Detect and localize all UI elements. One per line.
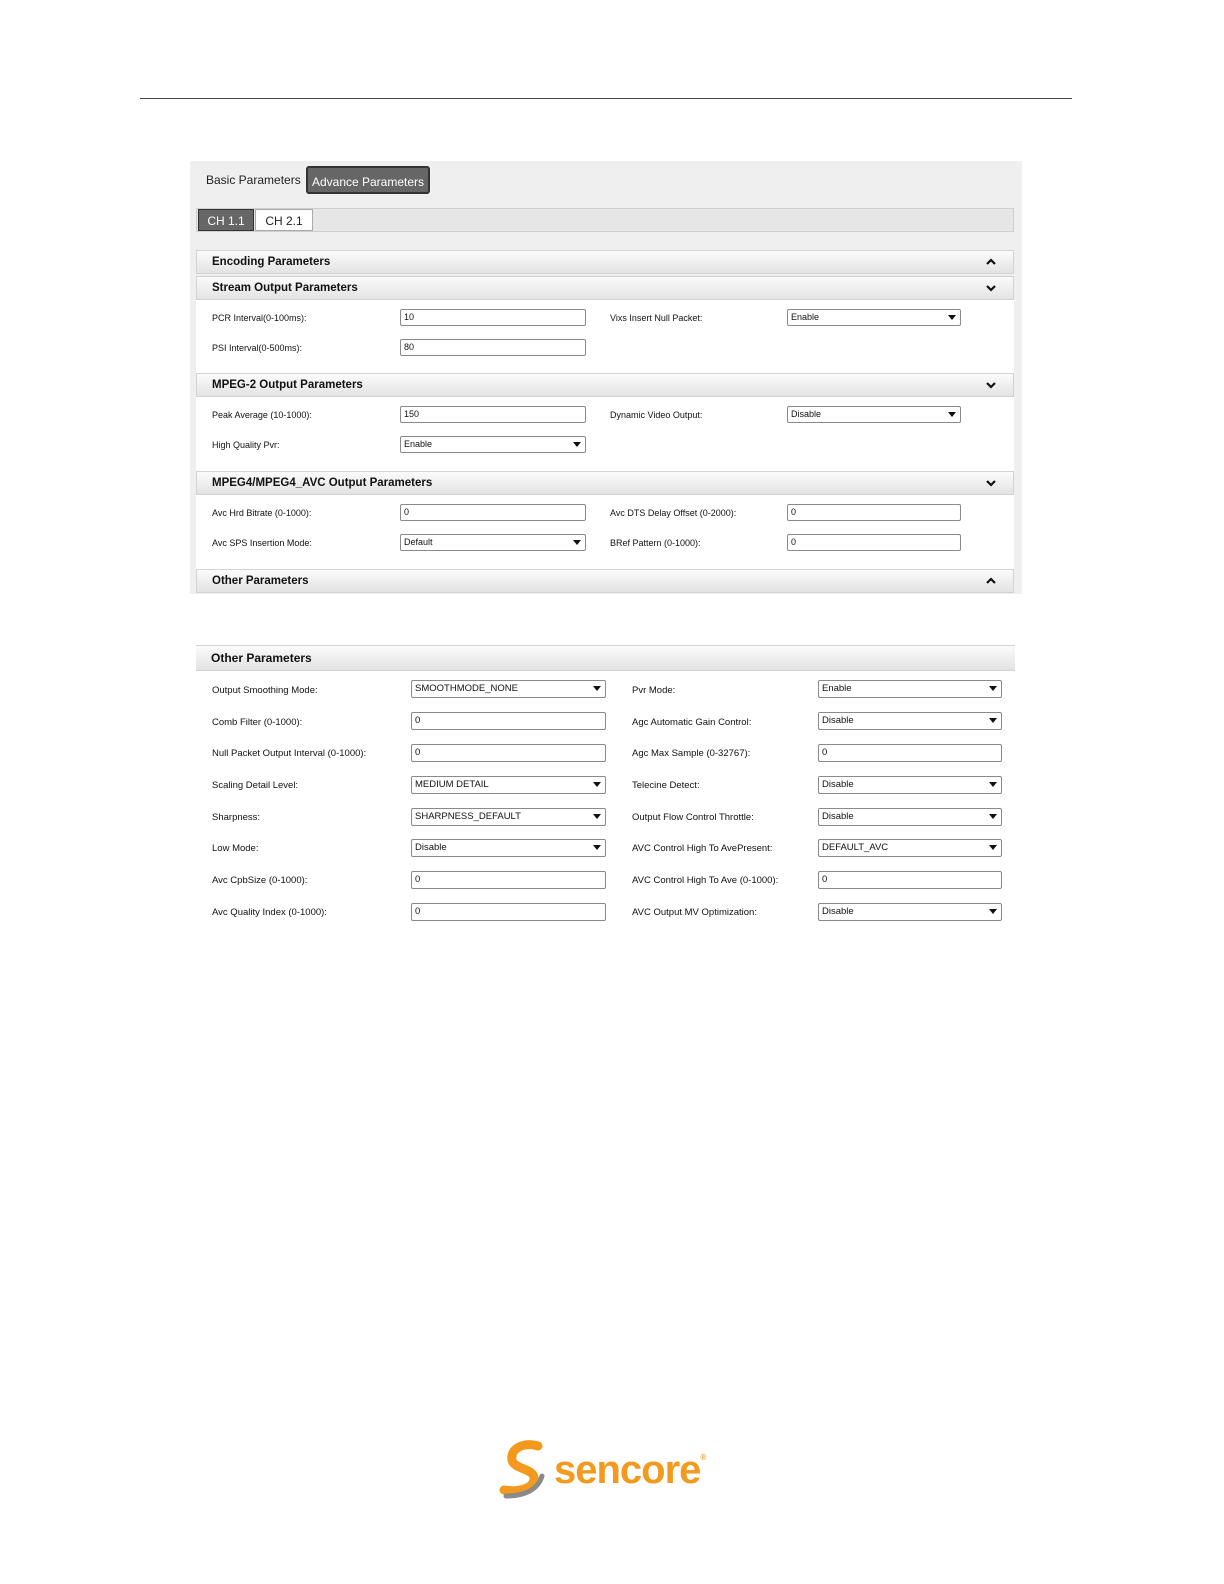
select-value: Disable [415,842,447,853]
tab-basic-parameters[interactable]: Basic Parameters [206,173,301,187]
select-value: SMOOTHMODE_NONE [415,683,518,694]
output-flow-control-select[interactable] [818,808,1002,826]
tab-ch-2-1[interactable]: CH 2.1 [255,209,313,231]
channel-tab-bar [196,208,1014,232]
dropdown-arrow-icon [593,686,601,691]
dropdown-arrow-icon [989,686,997,691]
section-title: MPEG-2 Output Parameters [212,379,363,391]
other-parameters-panel [196,645,1015,930]
sencore-logo [498,1440,714,1500]
registered-mark: ® [700,1453,706,1462]
dropdown-arrow-icon [989,782,997,787]
dropdown-arrow-icon [948,412,956,417]
mpeg2-body [196,397,1014,471]
high-quality-pvr-select[interactable] [400,436,586,453]
avc-dts-delay-label: Avc DTS Delay Offset (0-2000): [610,508,737,518]
pcr-interval-label: PCR Interval(0-100ms): [212,313,307,323]
output-flow-control-label: Output Flow Control Throttle: [632,812,754,823]
avc-control-high-avepresent-label: AVC Control High To AvePresent: [632,843,773,854]
section-other-parameters[interactable] [196,569,1014,593]
tab-advance-parameters[interactable]: Advance Parameters [306,166,430,194]
avc-control-high-avepresent-select[interactable] [818,839,1002,857]
tab-ch-1-1[interactable]: CH 1.1 [198,209,254,231]
low-mode-label: Low Mode: [212,843,259,854]
avc-sps-insertion-label: Avc SPS Insertion Mode: [212,538,312,548]
scaling-detail-level-label: Scaling Detail Level: [212,780,299,791]
telecine-detect-select[interactable] [818,776,1002,794]
avc-hrd-bitrate-label: Avc Hrd Bitrate (0-1000): [212,508,312,518]
select-value: Enable [822,683,852,694]
select-value: Enable [404,439,433,449]
avc-control-high-ave-label: AVC Control High To Ave (0-1000): [632,875,779,886]
section-stream-output-parameters[interactable] [196,276,1014,300]
select-value: SHARPNESS_DEFAULT [415,811,521,822]
avc-quality-index-input[interactable]: 0 [411,903,606,921]
wordmark-text: sencore [554,1448,701,1492]
agc-gain-control-select[interactable] [818,712,1002,730]
avc-hrd-bitrate-input[interactable]: 0 [400,504,586,521]
dropdown-arrow-icon [593,782,601,787]
comb-filter-label: Comb Filter (0-1000): [212,717,303,728]
scaling-detail-level-select[interactable] [411,776,606,794]
null-packet-interval-label: Null Packet Output Interval (0-1000): [212,748,367,759]
select-value: Disable [822,811,854,822]
avc-output-mv-optimization-label: AVC Output MV Optimization: [632,907,757,918]
agc-gain-control-label: Agc Automatic Gain Control: [632,717,752,728]
peak-average-input[interactable]: 150 [400,406,586,423]
section-mpeg4-avc-output-parameters[interactable] [196,471,1014,495]
section-title: Other Parameters [212,575,309,587]
comb-filter-input[interactable]: 0 [411,712,606,730]
advance-parameters-panel [190,161,1022,594]
dropdown-arrow-icon [989,718,997,723]
chevron-down-icon [985,282,997,294]
sencore-s-mark-icon [498,1440,554,1500]
pcr-interval-input[interactable]: 10 [400,309,586,326]
section-title: Stream Output Parameters [212,282,358,294]
select-value: MEDIUM DETAIL [415,779,489,790]
select-value: Disable [822,715,854,726]
mpeg4-body [196,495,1014,569]
pvr-mode-label: Pvr Mode: [632,685,676,696]
avc-control-high-ave-input[interactable]: 0 [818,871,1002,889]
psi-interval-input[interactable]: 80 [400,339,586,356]
select-value: Disable [822,906,854,917]
bref-pattern-label: BRef Pattern (0-1000): [610,538,701,548]
low-mode-select[interactable] [411,839,606,857]
chevron-up-icon [985,575,997,587]
chevron-up-icon [985,256,997,268]
section-encoding-parameters[interactable] [196,250,1014,274]
avc-dts-delay-input[interactable]: 0 [787,504,961,521]
high-quality-pvr-label: High Quality Pvr: [212,440,280,450]
agc-max-sample-input[interactable]: 0 [818,744,1002,762]
output-smoothing-mode-select[interactable] [411,680,606,698]
sencore-wordmark [554,1440,705,1500]
pvr-mode-select[interactable] [818,680,1002,698]
dropdown-arrow-icon [989,845,997,850]
psi-interval-label: PSI Interval(0-500ms): [212,343,303,353]
other-parameters-header: Other Parameters [196,645,1015,671]
dropdown-arrow-icon [989,814,997,819]
select-value: Disable [791,409,822,419]
section-title: MPEG4/MPEG4_AVC Output Parameters [212,477,433,489]
dropdown-arrow-icon [593,814,601,819]
dropdown-arrow-icon [573,540,581,545]
stream-output-body [196,300,1014,373]
avc-output-mv-optimization-select[interactable] [818,903,1002,921]
agc-max-sample-label: Agc Max Sample (0-32767): [632,748,751,759]
avc-cpbsize-label: Avc CpbSize (0-1000): [212,875,308,886]
chevron-down-icon [985,379,997,391]
dynamic-video-output-select[interactable] [787,406,961,423]
chevron-down-icon [985,477,997,489]
select-value: Enable [791,312,820,322]
dropdown-arrow-icon [573,442,581,447]
select-value: Default [404,537,433,547]
telecine-detect-label: Telecine Detect: [632,780,700,791]
dropdown-arrow-icon [593,845,601,850]
avc-quality-index-label: Avc Quality Index (0-1000): [212,907,327,918]
vixs-null-packet-label: Vixs Insert Null Packet: [610,313,703,323]
null-packet-interval-input[interactable]: 0 [411,744,606,762]
sharpness-select[interactable] [411,808,606,826]
section-title: Encoding Parameters [212,256,331,268]
section-mpeg2-output-parameters[interactable] [196,373,1014,397]
sharpness-label: Sharpness: [212,812,261,823]
dynamic-video-output-label: Dynamic Video Output: [610,410,703,420]
select-value: DEFAULT_AVC [822,842,889,853]
output-smoothing-mode-label: Output Smoothing Mode: [212,685,318,696]
peak-average-label: Peak Average (10-1000): [212,410,312,420]
header-rule [140,98,1072,99]
vixs-null-packet-select[interactable] [787,309,961,326]
avc-cpbsize-input[interactable]: 0 [411,871,606,889]
dropdown-arrow-icon [948,315,956,320]
avc-sps-insertion-select[interactable] [400,534,586,551]
parameter-tabs [190,161,1022,201]
select-value: Disable [822,779,854,790]
dropdown-arrow-icon [989,909,997,914]
bref-pattern-input[interactable]: 0 [787,534,961,551]
